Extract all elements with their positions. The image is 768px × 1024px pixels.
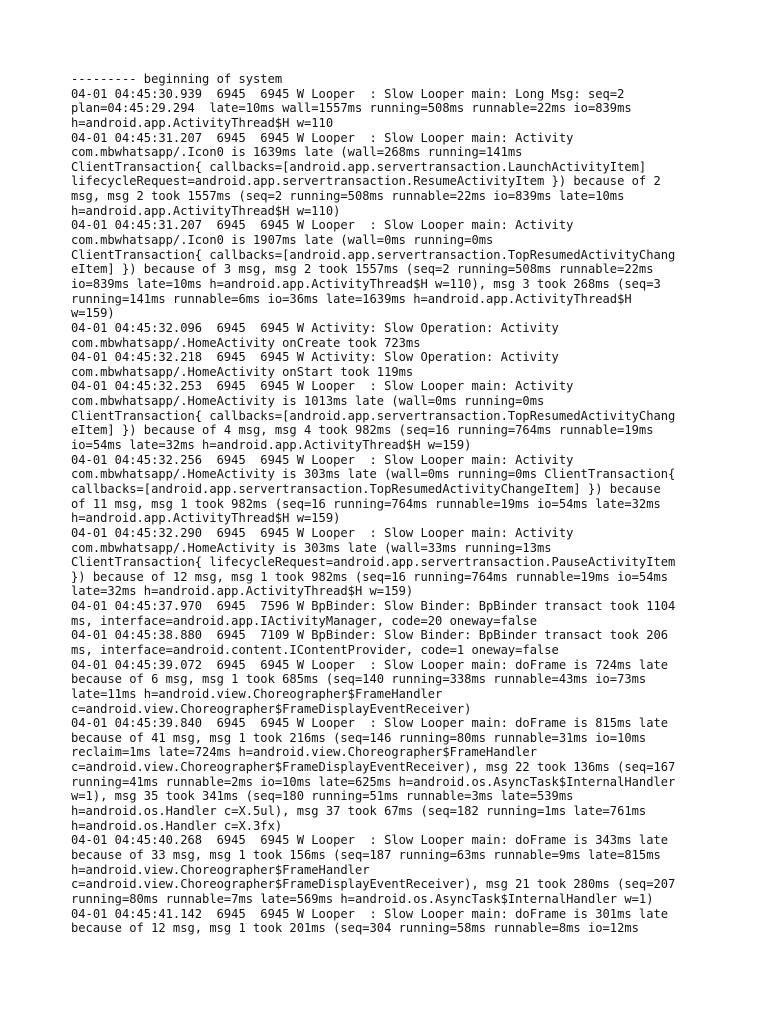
- log-line: ClientTransaction{ callbacks=[android.app.servertransaction.TopResumedActivityChang: [71, 408, 676, 423]
- log-line: h=android.app.ActivityThread$H w=159): [71, 511, 341, 526]
- log-line: h=android.view.Choreographer$FrameHandler: [71, 862, 370, 877]
- log-line: callbacks=[android.app.servertransaction.TopResumedActivityChangeItem] }) because: [71, 481, 661, 496]
- log-line: com.mbwhatsapp/.HomeActivity is 303ms late (wall=33ms running=13ms: [71, 540, 552, 555]
- log-line: 04-01 04:45:40.268 6945 6945 W Looper : Slow Looper main: doFrame is 343ms late: [71, 833, 669, 848]
- log-line: com.mbwhatsapp/.HomeActivity onStart took 119ms: [71, 364, 414, 379]
- log-line: h=android.app.ActivityThread$H w=110): [71, 203, 341, 218]
- log-line: 04-01 04:45:38.880 6945 7109 W BpBinder: Slow Binder: BpBinder transact took 206: [71, 628, 669, 643]
- log-line: ms, interface=android.content.IContentProvider, code=1 oneway=false: [71, 642, 559, 657]
- log-line: 04-01 04:45:37.970 6945 7596 W BpBinder: Slow Binder: BpBinder transact took 1104: [71, 599, 676, 614]
- log-line: c=android.view.Choreographer$FrameDisplayEventReceiver), msg 22 took 136ms (seq=167: [71, 760, 676, 775]
- log-line: h=android.os.Handler c=X.5ul), msg 37 took 67ms (seq=182 running=1ms late=761ms: [71, 804, 647, 819]
- log-line: reclaim=1ms late=724ms h=android.view.Choreographer$FrameHandler: [71, 745, 537, 760]
- log-line: 04-01 04:45:32.253 6945 6945 W Looper : Slow Looper main: Activity: [71, 379, 574, 394]
- log-line: 04-01 04:45:31.207 6945 6945 W Looper : Slow Looper main: Activity: [71, 130, 574, 145]
- log-line: com.mbwhatsapp/.Icon0 is 1907ms late (wall=0ms running=0ms: [71, 233, 494, 248]
- log-line: ClientTransaction{ lifecycleRequest=android.app.servertransaction.PauseActivityItem: [71, 555, 676, 570]
- log-line: w=1), msg 35 took 341ms (seq=180 running=51ms runnable=3ms late=539ms: [71, 789, 574, 804]
- log-line: ClientTransaction{ callbacks=[android.app.servertransaction.TopResumedActivityChang: [71, 247, 676, 262]
- log-line: 04-01 04:45:32.218 6945 6945 W Activity: Slow Operation: Activity: [71, 350, 559, 365]
- log-line: io=54ms late=32ms h=android.app.ActivityThread$H w=159): [71, 438, 472, 453]
- log-line: 04-01 04:45:39.072 6945 6945 W Looper : Slow Looper main: doFrame is 724ms late: [71, 657, 669, 672]
- log-line: w=159): [71, 306, 115, 321]
- log-line: 04-01 04:45:32.256 6945 6945 W Looper : Slow Looper main: Activity: [71, 452, 574, 467]
- log-line: because of 33 msg, msg 1 took 156ms (seq=187 running=63ms runnable=9ms late=815ms: [71, 847, 661, 862]
- log-line: plan=04:45:29.294 late=10ms wall=1557ms running=508ms runnable=22ms io=839ms: [71, 101, 632, 116]
- log-line: com.mbwhatsapp/.HomeActivity onCreate took 723ms: [71, 335, 421, 350]
- log-line: 04-01 04:45:39.840 6945 6945 W Looper : Slow Looper main: doFrame is 815ms late: [71, 716, 669, 731]
- log-line: }) because of 12 msg, msg 1 took 982ms (seq=16 running=764ms runnable=19ms io=54ms: [71, 569, 669, 584]
- log-line: late=32ms h=android.app.ActivityThread$H w=159): [71, 584, 414, 599]
- log-line: 04-01 04:45:32.290 6945 6945 W Looper : Slow Looper main: Activity: [71, 525, 574, 540]
- log-line: 04-01 04:45:32.096 6945 6945 W Activity: Slow Operation: Activity: [71, 320, 559, 335]
- log-line: com.mbwhatsapp/.HomeActivity is 303ms late (wall=0ms running=0ms ClientTransaction{: [71, 467, 676, 482]
- log-line: of 11 msg, msg 1 took 982ms (seq=16 running=764ms runnable=19ms io=54ms late=32ms: [71, 496, 661, 511]
- log-line: because of 6 msg, msg 1 took 685ms (seq=140 running=338ms runnable=43ms io=73ms: [71, 672, 647, 687]
- log-line: io=839ms late=10ms h=android.app.ActivityThread$H w=110), msg 3 took 268ms (seq=3: [71, 276, 661, 291]
- log-line: h=android.os.Handler c=X.3fx): [71, 818, 283, 833]
- log-line: c=android.view.Choreographer$FrameDisplayEventReceiver), msg 21 took 280ms (seq=207: [71, 877, 676, 892]
- system-log-text: [71, 72, 711, 936]
- log-line: eItem] }) because of 4 msg, msg 4 took 982ms (seq=16 running=764ms runnable=19ms: [71, 423, 654, 438]
- log-line: ms, interface=android.app.IActivityManager, code=20 oneway=false: [71, 613, 537, 628]
- log-line: ClientTransaction{ callbacks=[android.app.servertransaction.LaunchActivityItem]: [71, 159, 647, 174]
- log-line: running=41ms runnable=2ms io=10ms late=625ms h=android.os.AsyncTask$InternalHandler: [71, 774, 676, 789]
- log-line: because of 12 msg, msg 1 took 201ms (seq=304 running=58ms runnable=8ms io=12ms: [71, 921, 639, 936]
- log-line: eItem] }) because of 3 msg, msg 2 took 1557ms (seq=2 running=508ms runnable=22ms: [71, 262, 654, 277]
- log-line: because of 41 msg, msg 1 took 216ms (seq=146 running=80ms runnable=31ms io=10ms: [71, 730, 647, 745]
- log-line: lifecycleRequest=android.app.servertransaction.ResumeActivityItem }) because of 2: [71, 174, 661, 189]
- log-line: com.mbwhatsapp/.Icon0 is 1639ms late (wall=268ms running=141ms: [71, 145, 523, 160]
- log-line: 04-01 04:45:41.142 6945 6945 W Looper : Slow Looper main: doFrame is 301ms late: [71, 906, 669, 921]
- log-line: 04-01 04:45:30.939 6945 6945 W Looper : Slow Looper main: Long Msg: seq=2: [71, 86, 625, 101]
- log-line: com.mbwhatsapp/.HomeActivity is 1013ms late (wall=0ms running=0ms: [71, 394, 545, 409]
- log-line: running=80ms runnable=7ms late=569ms h=android.os.AsyncTask$InternalHandler w=1): [71, 891, 654, 906]
- log-line: 04-01 04:45:31.207 6945 6945 W Looper : Slow Looper main: Activity: [71, 218, 574, 233]
- log-line: c=android.view.Choreographer$FrameDisplayEventReceiver): [71, 701, 472, 716]
- log-line: msg, msg 2 took 1557ms (seq=2 running=508ms runnable=22ms io=839ms late=10ms: [71, 189, 625, 204]
- log-line: running=141ms runnable=6ms io=36ms late=1639ms h=android.app.ActivityThread$H: [71, 291, 632, 306]
- log-line: late=11ms h=android.view.Choreographer$FrameHandler: [71, 686, 443, 701]
- log-line: h=android.app.ActivityThread$H w=110: [71, 115, 334, 130]
- log-line: --------- beginning of system: [71, 72, 283, 86]
